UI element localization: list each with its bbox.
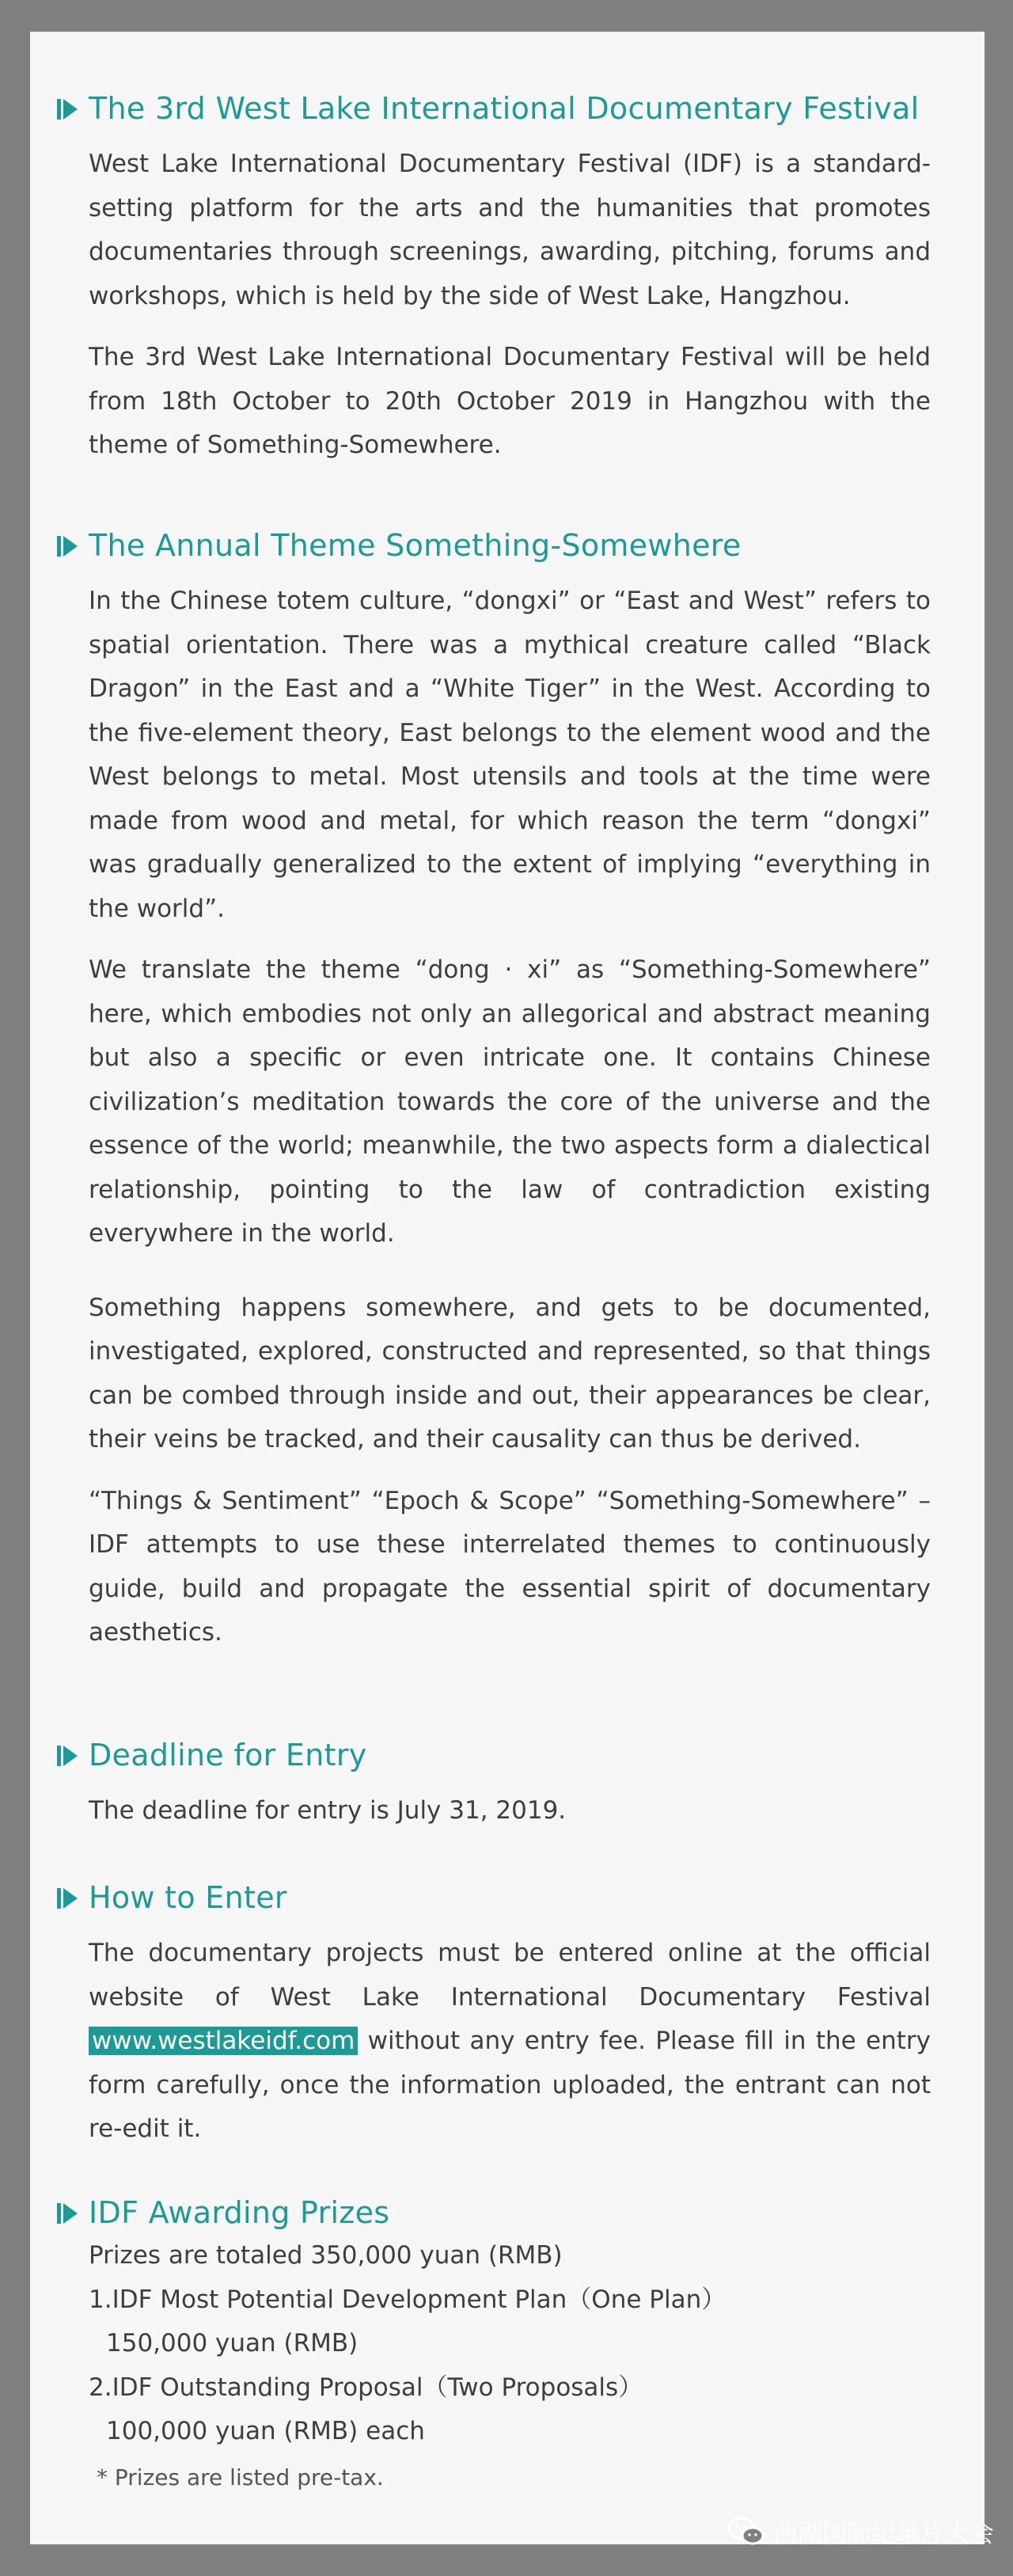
paragraph: In the Chinese totem culture, “dongxi” or “East and West” refers to spatial orientation. There was a mythical creature called “Black Dragon” in the East and a “White Tiger” in the West. According to the five-element theory, East belongs to the element wood and the West belongs to metal. Most utensils and tools at the time were made from wood and metal, for which reason the term “dongxi” was gradually generalized to the extent of implying “everything in the world”. xyxy=(89,587,931,923)
section-awarding-prizes xyxy=(30,2191,985,2495)
section-heading: Deadline for Entry xyxy=(30,1734,985,1776)
section-annual-theme xyxy=(30,524,985,1655)
teal-arrow-marker-icon xyxy=(57,2203,78,2224)
paragraph: The 3rd West Lake International Documentary Festival will be held from 18th October to 20th October 2019 in Hangzhou with the theme of Something-Somewhere. xyxy=(89,343,931,459)
teal-arrow-marker-icon xyxy=(57,99,78,120)
prize-amount: 150,000 yuan (RMB) xyxy=(106,2329,359,2358)
section-heading: How to Enter xyxy=(30,1876,985,1919)
prize-amount: 100,000 yuan (RMB) each xyxy=(106,2417,425,2445)
wechat-icon xyxy=(727,2516,765,2548)
pre-tax-note: * Prizes are listed pre-tax. xyxy=(97,2464,384,2491)
paragraph: “Things & Sentiment” “Epoch & Scope” “Something-Somewhere” – IDF attempts to use these interrelated themes to continuously guide, build and propagate the essential spirit of documentary aesthetics. xyxy=(89,1486,931,1647)
paragraph: The documentary projects must be entered online at the official website of West Lake International Documentary Festival www.westlakeidf.com without any entry fee. Please fill in the entry form carefully, once the information uploaded, the entrant can not re-edit it. xyxy=(89,1939,931,2143)
teal-arrow-marker-icon xyxy=(57,1888,78,1909)
prize-item: 2.IDF Outstanding Proposal（Two Proposals） xyxy=(89,2373,643,2402)
content-panel xyxy=(30,32,985,2544)
section-how-to-enter xyxy=(30,1876,985,2152)
teal-arrow-marker-icon xyxy=(57,536,78,557)
paragraph: West Lake International Documentary Festival (IDF) is a standard-setting platform for the arts and the humanities that promotes documentaries through screenings, awarding, pitching, forums and workshops, which is held by the side of West Lake, Hangzhou. xyxy=(89,150,931,310)
teal-arrow-marker-icon xyxy=(57,1746,78,1766)
watermark xyxy=(727,2513,994,2549)
paragraph: The deadline for entry is July 31, 2019. xyxy=(89,1796,567,1825)
section-deadline xyxy=(30,1734,985,1833)
section-festival-intro xyxy=(30,87,985,468)
paragraph: Something happens somewhere, and gets to be documented, investigated, explored, constructed and represented, so that things can be combed through inside and out, their appearances be clear, their veins be tracked, and their causality can thus be derived. xyxy=(89,1293,931,1453)
section-heading: The Annual Theme Something-Somewhere xyxy=(30,524,985,567)
prize-item: 1.IDF Most Potential Development Plan（One Plan） xyxy=(89,2285,727,2314)
section-heading: The 3rd West Lake International Documentary Festival xyxy=(30,87,985,130)
section-heading: IDF Awarding Prizes xyxy=(30,2191,985,2234)
prize-total: Prizes are totaled 350,000 yuan (RMB) xyxy=(89,2241,563,2270)
paragraph: We translate the theme “dong · xi” as “Something-Somewhere” here, which embodies not only an allegorical and abstract meaning but also a specific or even intricate one. It contains Chinese civilization’s meditation towards the core of the universe and the essence of the world; meanwhile, the two aspects form a dialectical relationship, pointing to the law of contradiction existing everywhere in the world. xyxy=(89,956,931,1248)
website-link[interactable]: www.westlakeidf.com xyxy=(89,2027,358,2055)
watermark-text: 西湖国际纪录片大会 xyxy=(773,2520,994,2548)
